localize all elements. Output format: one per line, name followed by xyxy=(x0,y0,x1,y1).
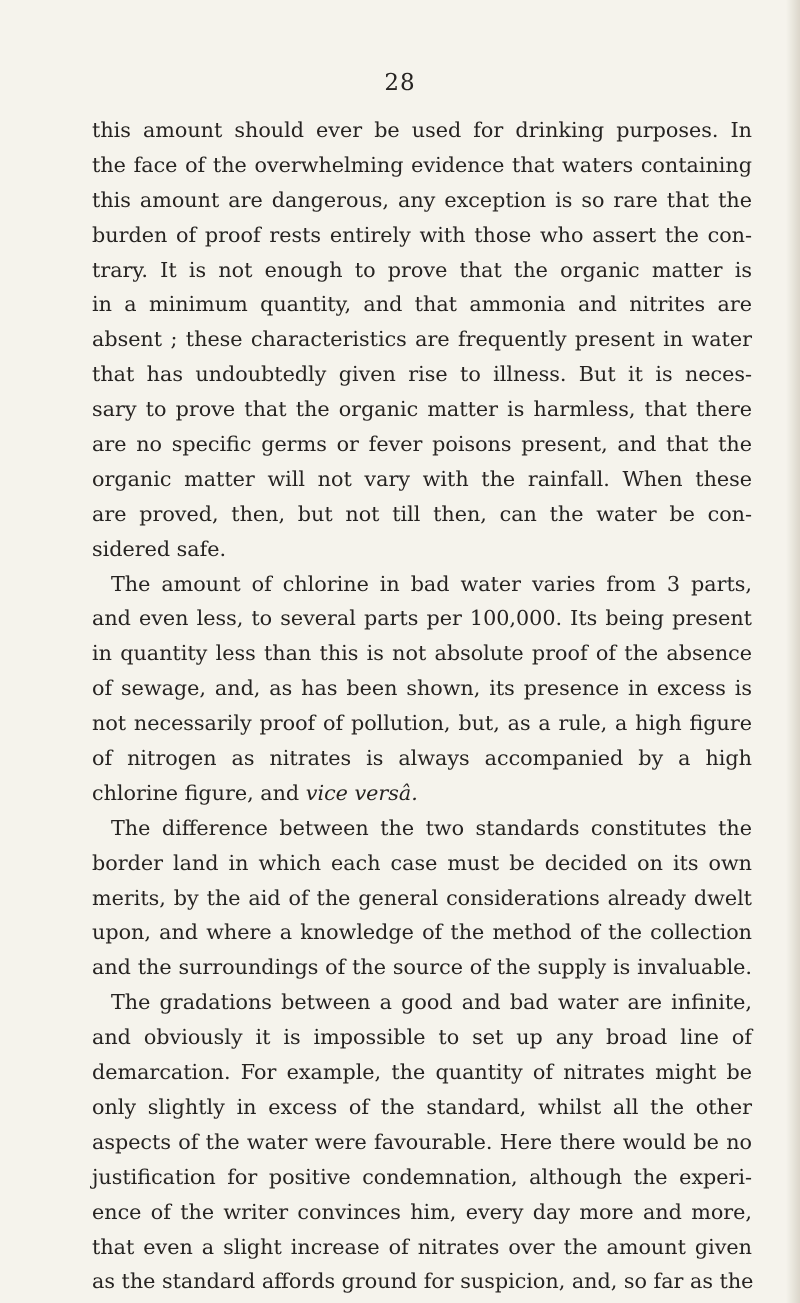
text-line: the face of the overwhelming evidence that waters containing xyxy=(92,152,752,177)
text-line: of nitrogen as nitrates is always accompanied by a high xyxy=(92,746,752,771)
text-line: ence of the writer convinces him, every day more and more, xyxy=(92,1199,752,1224)
text-line: burden of proof rests entirely with those who assert the con- xyxy=(92,222,752,247)
text-line: and the surroundings of the source of the supply is invaluable. xyxy=(92,955,752,980)
text-line: that even a slight increase of nitrates over the amount given xyxy=(92,1234,752,1259)
text-line: and even less, to several parts per 100,000. Its being present xyxy=(92,606,752,631)
text-line: border land in which each case must be decided on its own xyxy=(92,850,752,875)
italic-phrase: vice versâ. xyxy=(305,780,418,805)
text-line: merits, by the aid of the general considerations already dwelt xyxy=(92,885,752,910)
text-line: organic matter will not vary with the rainfall. When these xyxy=(92,466,752,491)
text-line: justification for positive condemnation, although the experi- xyxy=(92,1164,752,1189)
paragraph-start-line: The amount of chlorine in bad water varies from 3 parts, xyxy=(111,571,752,596)
body-text xyxy=(92,113,752,1299)
text-line: are no specific germs or fever poisons present, and that the xyxy=(92,432,752,457)
text-line: of sewage, and, as has been shown, its presence in excess is xyxy=(92,676,752,701)
text-line: are proved, then, but not till then, can the water be con- xyxy=(92,501,752,526)
text-line: trary. It is not enough to prove that the organic matter is xyxy=(92,257,752,282)
text-line: aspects of the water were favourable. Here there would be no xyxy=(92,1129,752,1154)
text-line: that has undoubtedly given rise to illness. But it is neces- xyxy=(92,362,752,387)
text-line: upon, and where a knowledge of the method of the collection xyxy=(92,920,752,945)
text-line: and obviously it is impossible to set up any broad line of xyxy=(92,1025,752,1050)
text-line: in quantity less than this is not absolute proof of the absence xyxy=(92,641,752,666)
paragraph-start-line: The difference between the two standards constitutes the xyxy=(111,815,752,840)
text-fragment: chlorine figure, and xyxy=(92,780,300,805)
text-line: as the standard affords ground for suspicion, and, so far as the xyxy=(92,1269,754,1294)
page-edge-shadow xyxy=(786,0,800,1303)
text-line: sary to prove that the organic matter is harmless, that there xyxy=(92,397,752,422)
text-line: in a minimum quantity, and that ammonia and nitrites are xyxy=(92,292,752,317)
paragraph-start-line: The gradations between a good and bad water are infinite, xyxy=(111,990,752,1015)
paragraph-end-line: sidered safe. xyxy=(92,536,227,561)
text-line: only slightly in excess of the standard, whilst all the other xyxy=(92,1094,752,1119)
paragraph-end-line xyxy=(92,776,752,811)
text-line: not necessarily proof of pollution, but, as a rule, a high figure xyxy=(92,711,752,736)
page-number: 28 xyxy=(384,70,416,96)
text-line: this amount are dangerous, any exception is so rare that the xyxy=(92,187,752,212)
text-line: this amount should ever be used for drinking purposes. In xyxy=(92,118,752,142)
text-line: absent ; these characteristics are frequently present in water xyxy=(92,327,752,352)
text-line: demarcation. For example, the quantity of nitrates might be xyxy=(92,1060,752,1085)
